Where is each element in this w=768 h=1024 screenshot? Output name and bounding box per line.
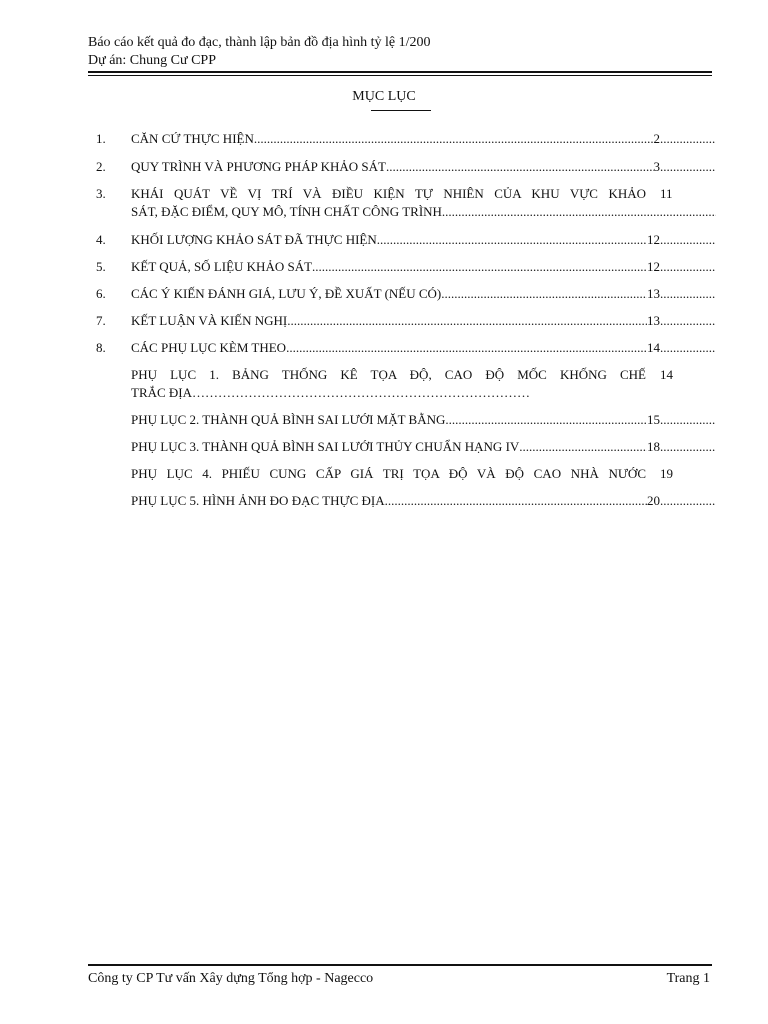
toc-entry-number: 5. (96, 259, 106, 274)
footer-rule (88, 964, 712, 966)
toc-title: MỤC LỤC (352, 89, 416, 104)
toc-trailing-dots (660, 158, 716, 176)
toc-entry-page: 18 (647, 439, 660, 454)
header-rule-thin (88, 75, 712, 76)
page-header (88, 34, 712, 70)
toc-entry-page: 12 (647, 259, 660, 274)
toc-entry-text: PHỤ LỤC 3. THÀNH QUẢ BÌNH SAI LƯỚI THỦY CHUẨN HẠNG IV (131, 439, 520, 454)
toc-entry-page: 12 (647, 232, 660, 247)
toc-leader-dots (445, 411, 647, 429)
toc-trailing-dots (660, 339, 716, 357)
toc-entry-text: PHỤ LỤC 4. PHIẾU CUNG CẤP GIÁ TRỊ TỌA ĐỘ VÀ ĐỘ CAO NHÀ NƯỚC (131, 466, 646, 481)
toc-entry-5[interactable] (96, 258, 716, 276)
toc-leader-dots (386, 158, 654, 176)
toc-entry-page: 15 (647, 412, 660, 427)
toc-entry-7[interactable] (96, 312, 716, 330)
toc-entry-text-line1: KHÁI QUÁT VỀ VỊ TRÍ VÀ ĐIỀU KIỆN TỰ NHIÊN CỦA KHU VỰC KHẢO (131, 186, 646, 201)
toc-entry-text: CĂN CỨ THỰC HIỆN (131, 131, 254, 146)
toc-leader-dots (286, 339, 647, 357)
toc-trailing-dots (660, 312, 716, 330)
footer-company: Công ty CP Tư vấn Xây dựng Tổng hợp - Nagecco (88, 971, 374, 986)
toc-entry-page: 20 (647, 493, 660, 508)
toc-entry-4[interactable] (96, 231, 716, 249)
toc-entry-text: KẾT QUẢ, SỐ LIỆU KHẢO SÁT (131, 259, 313, 274)
toc-entry-text-line2: SÁT, ĐẶC ĐIỂM, QUY MÔ, TÍNH CHẤT CÔNG TRÌNH (131, 204, 442, 219)
toc-entry-page: 14 (660, 367, 673, 382)
toc-appendix-3[interactable] (96, 438, 716, 456)
toc-entry-number: 7. (96, 313, 106, 328)
table-of-contents (96, 130, 716, 510)
toc-entry-text: CÁC PHỤ LỤC KÈM THEO (131, 340, 287, 355)
toc-entry-number: 8. (96, 340, 106, 355)
toc-trailing-dots (660, 231, 716, 249)
toc-entry-page: 3 (653, 159, 660, 174)
toc-appendix-4[interactable] (96, 465, 716, 483)
toc-entry-6[interactable] (96, 285, 716, 303)
toc-entry-1[interactable] (96, 130, 716, 148)
toc-entry-text: PHỤ LỤC 5. HÌNH ẢNH ĐO ĐẠC THỰC ĐỊA (131, 493, 385, 508)
toc-trailing-dots (660, 285, 716, 303)
toc-entry-page: 19 (660, 466, 673, 481)
report-title: Báo cáo kết quả đo đạc, thành lập bản đồ địa hình tỷ lệ 1/200 (88, 35, 431, 50)
toc-trailing-dots (660, 411, 716, 429)
toc-entry-number: 6. (96, 286, 106, 301)
toc-leader-dots (442, 203, 716, 221)
toc-entry-number: 2. (96, 159, 106, 174)
toc-entry-number: 4. (96, 232, 106, 247)
toc-entry-number: 3. (96, 186, 106, 201)
toc-entry-text-line2: TRẮC ĐỊA…………………………………………………………………… (131, 385, 531, 400)
project-name: Dự án: Chung Cư CPP (88, 53, 216, 68)
toc-leader-dots (519, 438, 647, 456)
toc-entry-page: 13 (647, 286, 660, 301)
toc-leader-dots (312, 258, 647, 276)
toc-leader-dots (287, 312, 647, 330)
toc-entry-text: PHỤ LỤC 2. THÀNH QUẢ BÌNH SAI LƯỚI MẶT BẰNG (131, 412, 446, 427)
toc-entry-page: 14 (647, 340, 660, 355)
toc-title-underline (371, 110, 431, 111)
toc-leader-dots (377, 231, 647, 249)
footer-page-number: Trang 1 (666, 971, 710, 986)
toc-trailing-dots (660, 438, 716, 456)
header-rule-thick (88, 71, 712, 73)
toc-entry-2[interactable] (96, 158, 716, 176)
toc-entry-page: 2 (653, 131, 660, 146)
toc-entry-page: 11 (660, 186, 673, 201)
toc-trailing-dots (660, 258, 716, 276)
toc-entry-text-line1: PHỤ LỤC 1. BẢNG THỐNG KÊ TỌA ĐỘ, CAO ĐỘ MỐC KHỐNG CHẾ (131, 367, 646, 382)
toc-entry-page: 13 (647, 313, 660, 328)
toc-entry-text: CÁC Ý KIẾN ĐÁNH GIÁ, LƯU Ý, ĐỀ XUẤT (NẾU CÓ) (131, 286, 442, 301)
toc-trailing-dots (660, 492, 716, 510)
toc-entry-text: QUY TRÌNH VÀ PHƯƠNG PHÁP KHẢO SÁT (131, 159, 386, 174)
toc-entry-text: KHỐI LƯỢNG KHẢO SÁT ĐÃ THỰC HIỆN (131, 232, 377, 247)
toc-entry-3[interactable] (96, 185, 716, 221)
page-footer (88, 970, 710, 988)
toc-trailing-dots (660, 130, 716, 148)
toc-appendix-5[interactable] (96, 492, 716, 510)
toc-appendix-2[interactable] (96, 411, 716, 429)
toc-entry-8[interactable] (96, 339, 716, 357)
toc-entry-number: 1. (96, 131, 106, 146)
toc-leader-dots (441, 285, 647, 303)
toc-leader-dots (385, 492, 647, 510)
toc-appendix-1[interactable] (96, 366, 716, 402)
toc-leader-dots (254, 130, 654, 148)
toc-entry-text: KẾT LUẬN VÀ KIẾN NGHỊ (131, 313, 288, 328)
